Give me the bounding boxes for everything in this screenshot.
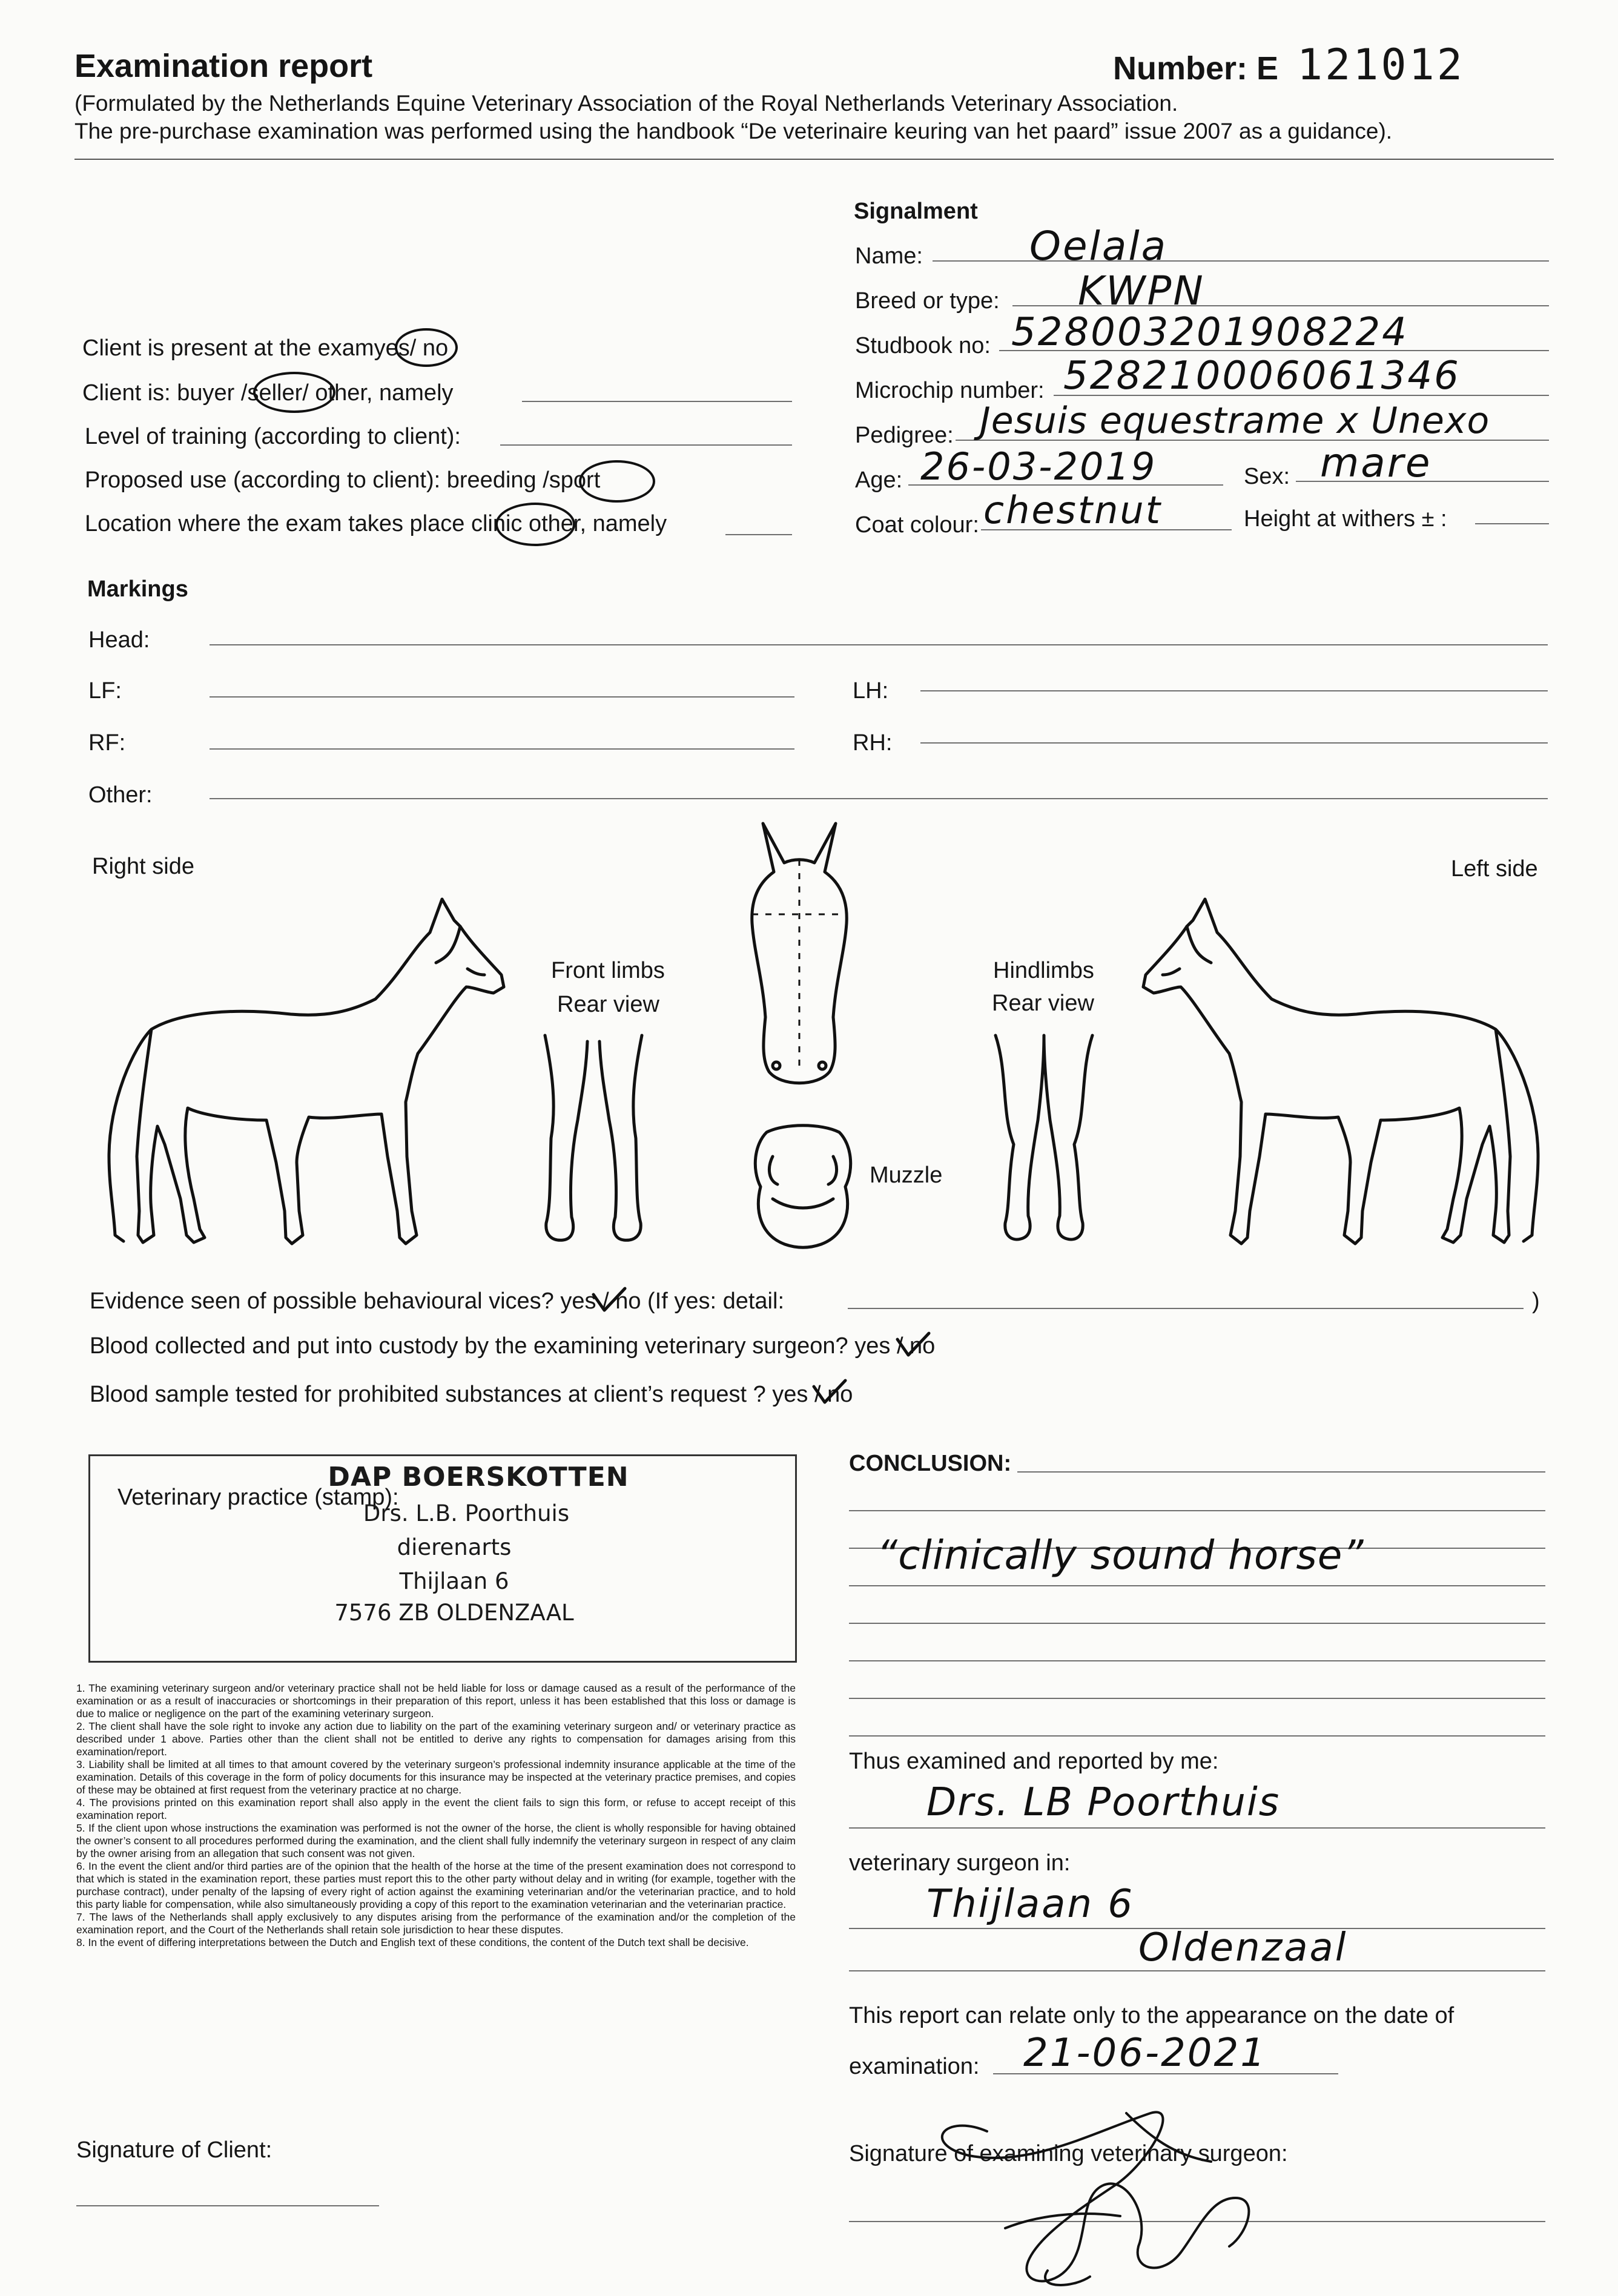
conclusion-value[interactable]: “clinically sound horse”: [877, 1532, 1364, 1579]
legal-condition: 1. The examining veterinary surgeon and/or veterinary practice shall not be held liable for loss or damage caused as a result of the performance of the examination or as a result of inaccuracies or shortcomings in their preparation of this report, unless it has been established that this loss or damage is due to malice or negligence on the part of the examining veterinary surgeon.: [76, 1682, 796, 1720]
vices-question-text: Evidence seen of possible behavioural vices?: [90, 1288, 554, 1314]
location-other-line: [725, 534, 792, 535]
studbook-value[interactable]: 528003201908224: [1011, 310, 1408, 355]
front-limbs-view-label: Rear view: [557, 992, 659, 1017]
left-side-label: Left side: [1451, 856, 1538, 882]
horse-left-side-diagram: [1078, 872, 1550, 1259]
relate-text-1: This report can relate only to the appearance on the date of: [849, 2003, 1455, 2028]
vices-yes[interactable]: yes: [560, 1288, 596, 1314]
lh-line: [920, 690, 1548, 691]
examined-by-label: Thus examined and reported by me:: [849, 1749, 1219, 1774]
subtitle-line-1: (Formulated by the Netherlands Equine Veterinary Association of the Royal Netherlands Veterinary Association.: [74, 91, 1178, 116]
conclusion-line-6: [849, 1660, 1545, 1661]
training-line: [500, 444, 792, 446]
legal-condition: 4. The provisions printed on this examination report shall also apply in the event the client fails to sign this form, or refuse to accept receipt of this examination report.: [76, 1796, 796, 1821]
client-present-no[interactable]: no: [422, 335, 449, 361]
other-label: Other:: [88, 782, 153, 808]
sport-circle: [579, 460, 655, 503]
examiner-line: [849, 1827, 1545, 1829]
vices-detail-line: [848, 1308, 1524, 1309]
hindlimbs-label: Hindlimbs: [993, 958, 1094, 983]
location-clinic[interactable]: clinic: [471, 511, 523, 536]
exam-date-value[interactable]: 21-06-2021: [1023, 2031, 1267, 2076]
muzzle-label: Muzzle: [870, 1163, 943, 1188]
front-limbs-label: Front limbs: [551, 958, 665, 983]
signalment-title: Signalment: [854, 199, 978, 224]
vices-question: [90, 1288, 784, 1315]
stamp-line-3: dierenarts: [397, 1534, 512, 1560]
coat-label: Coat colour:: [855, 512, 979, 538]
microchip-label: Microchip number:: [855, 378, 1045, 403]
blood-no[interactable]: / no: [896, 1333, 936, 1359]
muzzle-diagram: [748, 1120, 857, 1253]
client-other-line: [522, 401, 792, 402]
vices-close-paren: ): [1532, 1288, 1540, 1314]
rf-line: [210, 748, 794, 750]
legal-conditions: [76, 1682, 796, 1949]
client-signature-label: Signature of Client:: [76, 2137, 272, 2163]
conclusion-line-5: [849, 1623, 1545, 1624]
breed-value[interactable]: KWPN: [1078, 268, 1205, 314]
legal-condition: 3. Liability shall be limited at all times to that amount covered by the veterinary surgeon’s professional indemnity insurance applicable at the time of the examination. Details of this coverage in the form of policy documents for this insurance may be inspected at the veterinary practice premises, and copies of these may be obtained at first request from the veterinary practice at no charge.: [76, 1758, 796, 1796]
yes-circle: [395, 328, 458, 367]
legal-condition: 5. If the client upon whose instructions the examination was performed is not the owner of the horse, the client is wholly responsible for having obtained the owner’s consent to all procedures performed during the examination, and the client shall fully indemnify the veterinary surgeon in respect of any claim by the owner arising from an allegation that such consent was not given.: [76, 1822, 796, 1859]
header-divider: [74, 159, 1554, 160]
proposed-use-label: [85, 467, 600, 493]
place-line-1[interactable]: Thijlaan 6: [926, 1882, 1135, 1927]
hindlimbs-view-label: Rear view: [992, 991, 1094, 1016]
sample-question: [90, 1382, 853, 1408]
legal-condition: 7. The laws of the Netherlands shall apply exclusively to any disputes arising from the performance of the examination and/or the completion of the examination report, and the Court of the Netherlands shall retain sole jurisdiction to hear these disputes.: [76, 1911, 796, 1936]
microchip-value[interactable]: 528210006061346: [1063, 354, 1461, 398]
conclusion-line-2: [849, 1510, 1545, 1511]
name-line: [933, 260, 1549, 262]
head-line: [210, 644, 1548, 645]
horse-head-front-diagram: [739, 817, 860, 1090]
client-present-sep: /: [409, 335, 417, 361]
client-is-seller[interactable]: seller: [247, 380, 303, 406]
breed-label: Breed or type:: [855, 288, 1000, 314]
blood-yes[interactable]: yes: [854, 1333, 891, 1359]
conclusion-line-8: [849, 1735, 1545, 1737]
vices-check-mark: [591, 1286, 627, 1316]
examiner-value[interactable]: Drs. LB Poorthuis: [926, 1780, 1281, 1825]
height-line: [1475, 523, 1549, 524]
sex-label: Sex:: [1244, 464, 1290, 489]
right-side-label: Right side: [92, 854, 194, 879]
front-limbs-diagram: [533, 1029, 654, 1247]
client-is-other: / other, namely: [302, 380, 454, 406]
location-label: [85, 511, 667, 537]
conclusion-title: CONCLUSION:: [849, 1451, 1012, 1476]
name-label: Name:: [855, 243, 923, 269]
stamp-line-2: Drs. L.B. Poorthuis: [363, 1500, 570, 1526]
lf-line: [210, 696, 794, 698]
age-label: Age:: [855, 467, 903, 493]
other-line: [210, 798, 1548, 799]
pedigree-value[interactable]: Jesuis equestrame x Unexo: [980, 400, 1490, 442]
studbook-label: Studbook no:: [855, 333, 991, 358]
markings-title: Markings: [87, 576, 188, 602]
height-label: Height at withers ± :: [1244, 506, 1447, 532]
stamp-line-5: 7576 ZB OLDENZAAL: [334, 1600, 574, 1626]
client-present-label: [82, 335, 448, 361]
subtitle-line-2: The pre-purchase examination was performed using the handbook “De veterinaire keuring van het paard” issue 2007 as a guidance).: [74, 119, 1393, 144]
report-number: 121012: [1297, 40, 1465, 90]
rf-label: RF:: [88, 730, 126, 756]
stamp-line-4: Thijlaan 6: [399, 1568, 509, 1594]
client-is-text: Client is: buyer /: [82, 380, 248, 406]
coat-value[interactable]: chestnut: [983, 488, 1163, 532]
clinic-circle: [495, 503, 575, 546]
place-line-2[interactable]: Oldenzaal: [1138, 1925, 1348, 1970]
practice-label: Veterinary practice (stamp):: [117, 1485, 399, 1510]
place-line-b: [849, 1970, 1545, 1971]
horse-right-side-diagram: [97, 872, 545, 1259]
relate-text-2: examination:: [849, 2054, 980, 2079]
legal-condition: 8. In the event of differing interpretations between the Dutch and English text of these conditions, the content of the Dutch text shall be decisive.: [76, 1936, 749, 1948]
lf-label: LF:: [88, 678, 122, 704]
vices-detail-text: / no (If yes: detail:: [603, 1288, 784, 1314]
sex-value[interactable]: mare: [1320, 440, 1432, 486]
name-value[interactable]: Oelala: [1029, 223, 1168, 269]
location-text: Location where the exam takes place: [85, 511, 465, 536]
hindlimbs-diagram: [983, 1023, 1105, 1247]
client-present-yes[interactable]: yes: [374, 335, 410, 361]
blood-question-text: Blood collected and put into custody by the examining veterinary surgeon?: [90, 1333, 848, 1359]
blood-check-mark: [895, 1331, 931, 1361]
legal-condition: 6. In the event the client and/or third parties are of the opinion that the health of the horse at the time of the present examination does not correspond to that which is stated in the examination report, these parties must report this to the other party without delay and in writing (for example, together with the purchase contract), under penalty of the lapsing of every right of action against the examining veterinarian and/or the veterinarian practice, and to hold this party liable for compensation, while also simultaneously providing a copy of this report to the examination veterinarian and the veterinarian practice.: [76, 1860, 796, 1910]
sample-check-mark: [811, 1378, 848, 1408]
conclusion-line-4: [849, 1585, 1545, 1586]
rh-line: [920, 742, 1548, 744]
client-signature-line: [76, 2205, 379, 2206]
age-value[interactable]: 26-03-2019: [920, 444, 1157, 489]
location-other: other, namely: [528, 511, 667, 536]
seller-circle: [253, 372, 335, 413]
vet-signature-label: Signature of examining veterinary surgeon:: [849, 2141, 1288, 2166]
report-number-label: Number: E: [1113, 50, 1279, 87]
stamp-line-1: DAP BOERSKOTTEN: [328, 1462, 629, 1493]
surgeon-in-label: veterinary surgeon in:: [849, 1850, 1071, 1876]
proposed-use-text: Proposed use (according to client): breeding /: [85, 467, 549, 493]
lh-label: LH:: [853, 678, 889, 704]
rh-label: RH:: [853, 730, 893, 756]
legal-condition: 2. The client shall have the sole right to invoke any action due to liability on the part of the examining veterinary surgeon and/ or veterinary practice as described under 1 above. Parties other than the client shall not be entitled to derive any rights to compensation for damages arising from this examination/report.: [76, 1720, 796, 1758]
sample-no[interactable]: / no: [814, 1382, 853, 1407]
conclusion-line-7: [849, 1698, 1545, 1699]
pedigree-label: Pedigree:: [855, 423, 954, 448]
report-title: Examination report: [74, 48, 373, 84]
proposed-use-sport[interactable]: sport: [549, 467, 601, 493]
client-present-text: Client is present at the exam: [82, 335, 374, 361]
sample-question-text: Blood sample tested for prohibited substances at client’s request ?: [90, 1382, 766, 1407]
sample-yes[interactable]: yes: [772, 1382, 808, 1407]
blood-question: [90, 1333, 935, 1359]
conclusion-line-1: [1017, 1471, 1545, 1473]
training-label: Level of training (according to client):: [85, 424, 461, 449]
head-label: Head:: [88, 627, 150, 653]
vet-signature-image: [896, 2077, 1320, 2295]
